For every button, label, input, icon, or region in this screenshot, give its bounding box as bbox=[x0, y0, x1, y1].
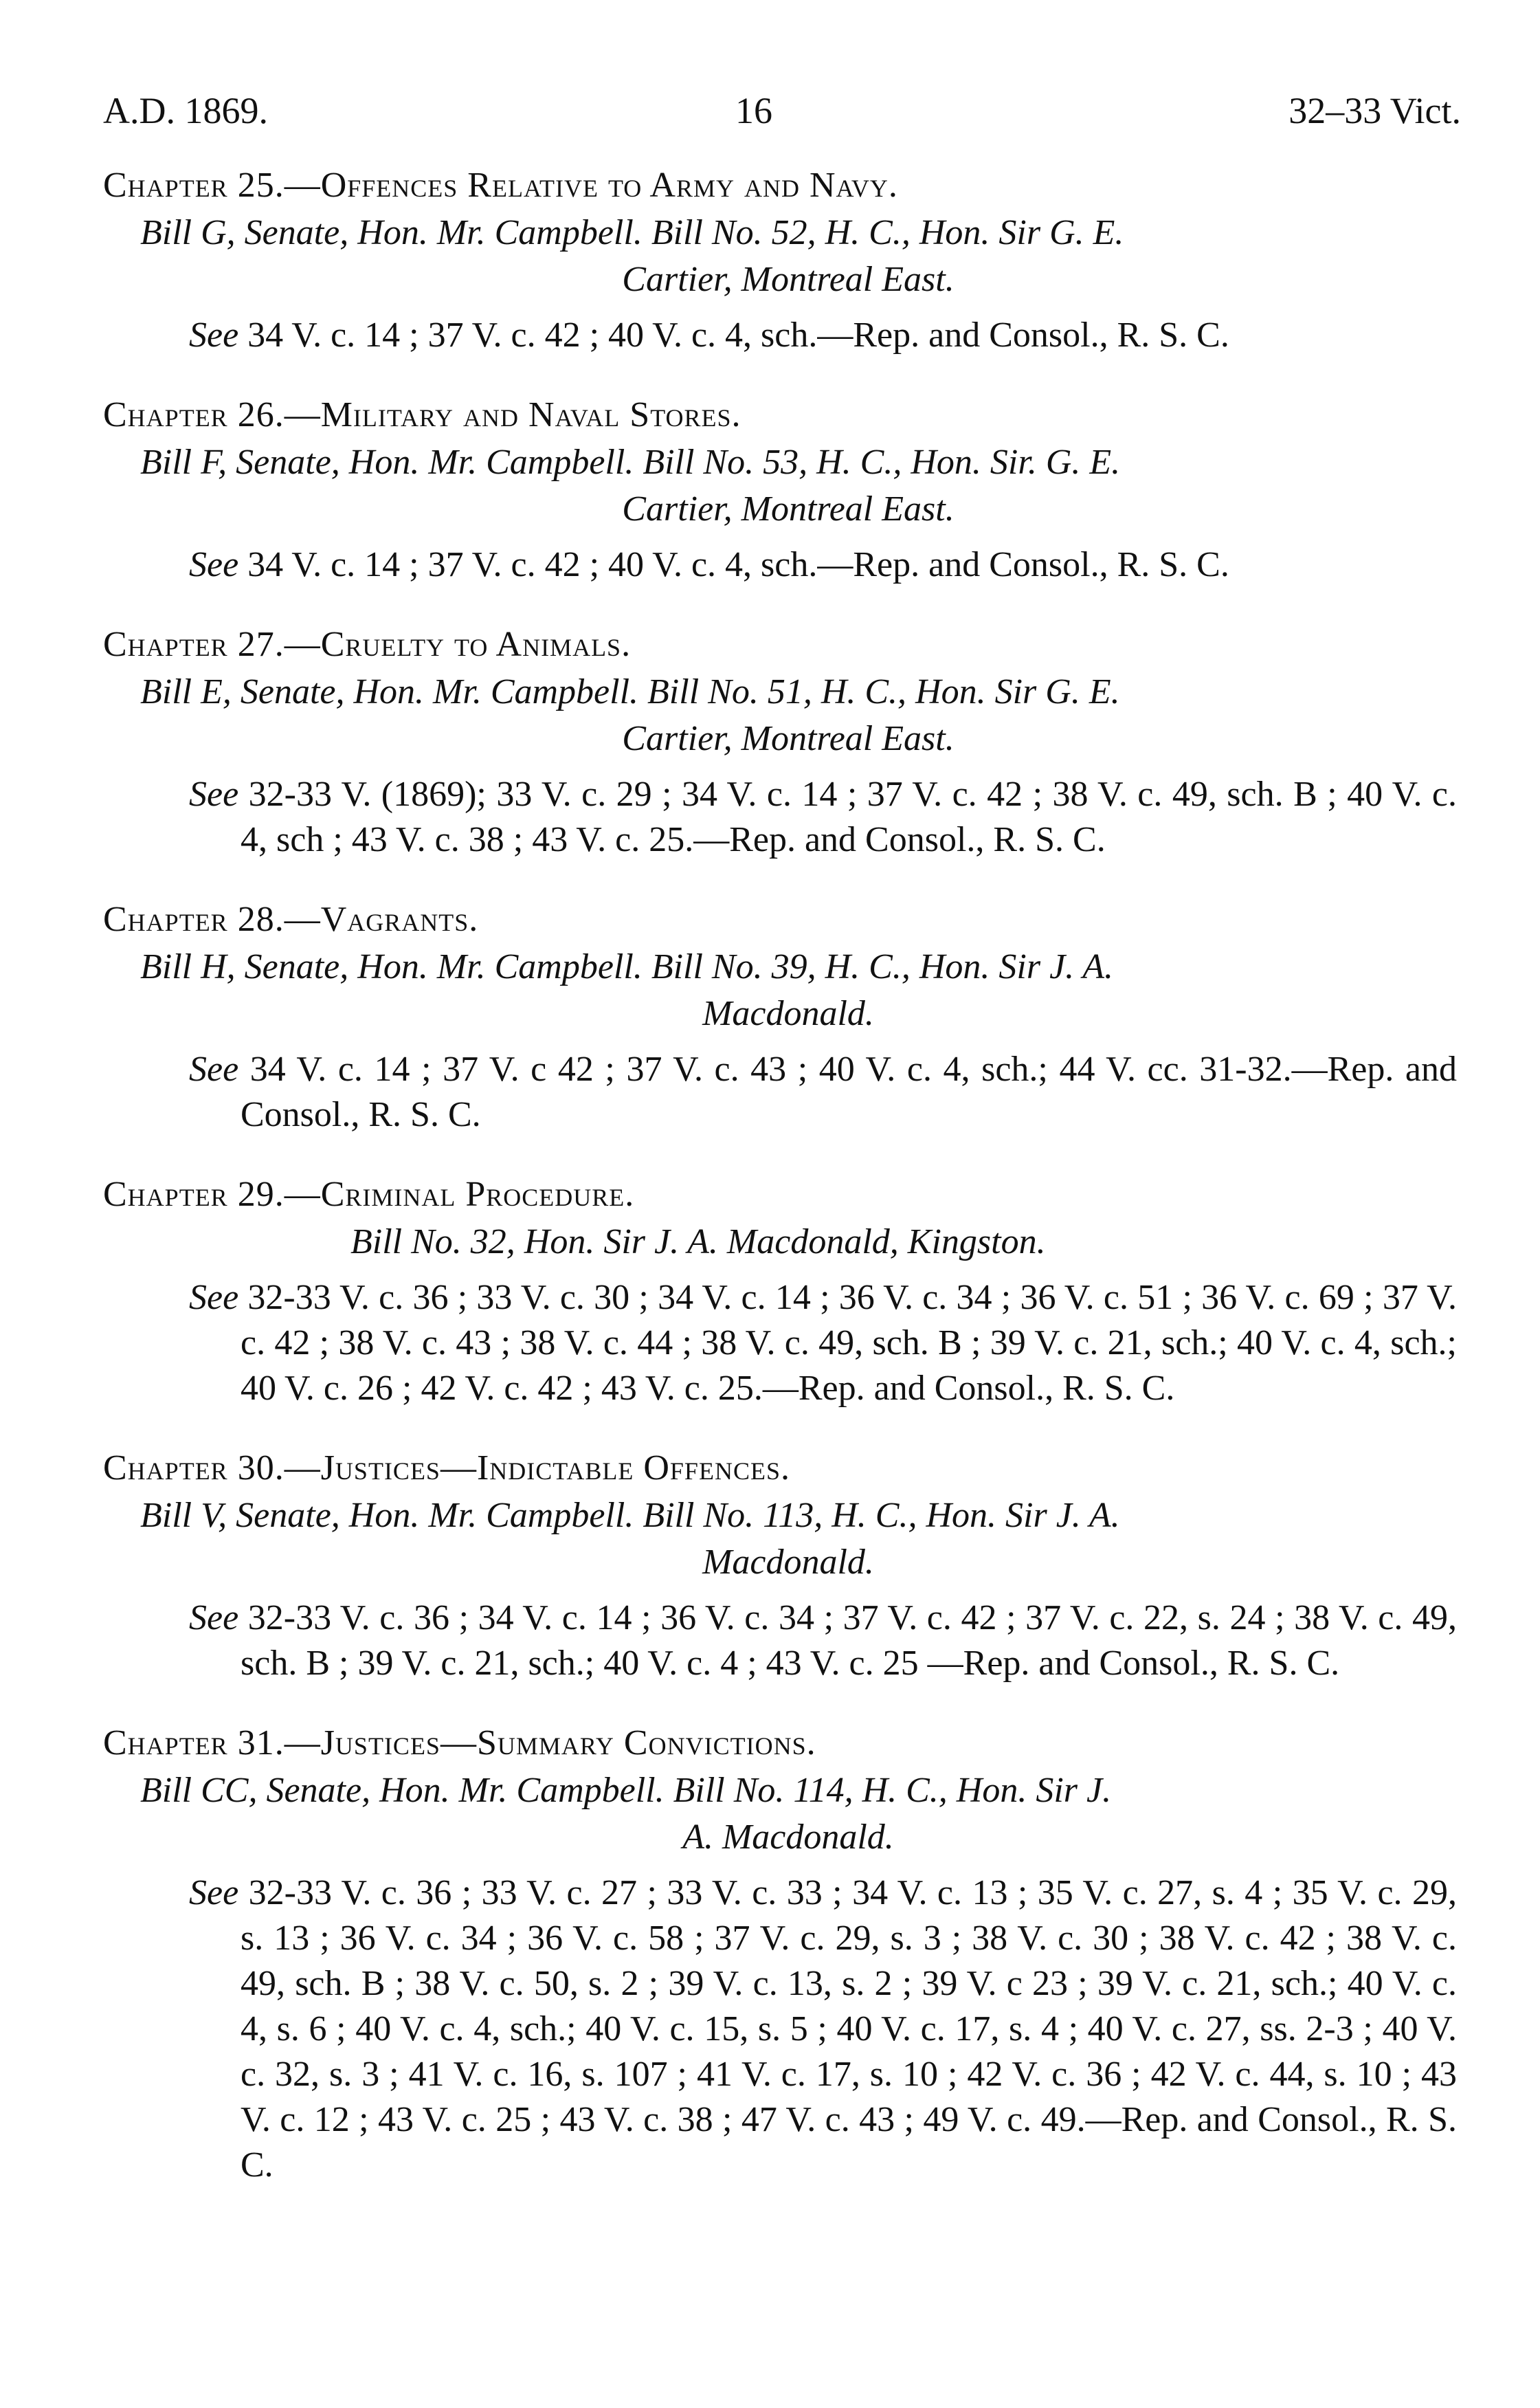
header-regnal-year: 32–33 Vict. bbox=[1288, 90, 1461, 131]
bill-line-1: Bill CC, Senate, Hon. Mr. Campbell. Bill No. 114, H. C., Hon. Sir J. bbox=[140, 1771, 1112, 1810]
chapter-28 bbox=[103, 896, 1464, 1138]
see-label: See bbox=[189, 1873, 239, 1912]
see-references bbox=[103, 1047, 1464, 1138]
bill-info bbox=[103, 1219, 1464, 1266]
see-text: 32-33 V. c. 36 ; 34 V. c. 14 ; 36 V. c. 34 ; 37 V. c. 42 ; 37 V. c. 22, s. 24 ; 38 V. c. 49, sch. B ; 39 V. c. 21, sch.; 40 V. c. 4 ; 43 V. c. 25 —Rep. and Consol., R. S. C. bbox=[241, 1598, 1458, 1683]
chapter-title: Chapter 25.—Offences Relative to Army and Navy. bbox=[103, 166, 898, 205]
chapter-30 bbox=[103, 1444, 1464, 1686]
see-references bbox=[103, 1595, 1464, 1686]
bill-info bbox=[103, 1492, 1464, 1586]
bill-info bbox=[103, 944, 1464, 1037]
bill-line-2: Macdonald. bbox=[702, 994, 874, 1033]
chapter-29 bbox=[103, 1171, 1464, 1411]
chapter-title: Chapter 27.—Cruelty to Animals. bbox=[103, 625, 632, 664]
bill-line-1: Bill H, Senate, Hon. Mr. Campbell. Bill No. 39, H. C., Hon. Sir J. A. bbox=[140, 947, 1113, 986]
header-year: A.D. 1869. bbox=[103, 90, 268, 131]
chapter-title: Chapter 29.—Criminal Procedure. bbox=[103, 1175, 635, 1214]
chapter-title: Chapter 30.—Justices—Indictable Offences. bbox=[103, 1448, 790, 1488]
page-number: 16 bbox=[735, 90, 772, 131]
bill-line-2: Cartier, Montreal East. bbox=[622, 719, 955, 758]
bill-line-2: Cartier, Montreal East. bbox=[622, 489, 955, 529]
bill-line-1: Bill No. 32, Hon. Sir J. A. Macdonald, Kingston. bbox=[350, 1222, 1046, 1261]
bill-line-1: Bill F, Senate, Hon. Mr. Campbell. Bill No. 53, H. C., Hon. Sir. G. E. bbox=[140, 443, 1121, 482]
bill-info bbox=[103, 210, 1464, 303]
chapter-27 bbox=[103, 621, 1464, 863]
bill-line-2: Macdonald. bbox=[702, 1543, 874, 1582]
see-text: 34 V. c. 14 ; 37 V. c. 42 ; 40 V. c. 4, sch.—Rep. and Consol., R. S. C. bbox=[247, 545, 1229, 584]
chapter-title: Chapter 26.—Military and Naval Stores. bbox=[103, 395, 741, 434]
see-text: 34 V. c. 14 ; 37 V. c 42 ; 37 V. c. 43 ; 40 V. c. 4, sch.; 44 V. cc. 31-32.—Rep. and Consol., R. S. C. bbox=[241, 1050, 1458, 1134]
bill-info bbox=[103, 669, 1464, 762]
see-label: See bbox=[189, 316, 239, 355]
bill-line-1: Bill G, Senate, Hon. Mr. Campbell. Bill No. 52, H. C., Hon. Sir G. E. bbox=[140, 213, 1124, 252]
chapter-25 bbox=[103, 162, 1464, 358]
see-label: See bbox=[189, 1050, 239, 1089]
see-label: See bbox=[189, 775, 239, 814]
see-label: See bbox=[189, 1598, 239, 1637]
chapter-31 bbox=[103, 1719, 1464, 2188]
chapter-list bbox=[103, 162, 1464, 2221]
see-label: See bbox=[189, 1278, 239, 1317]
see-text: 32-33 V. (1869); 33 V. c. 29 ; 34 V. c. 14 ; 37 V. c. 42 ; 38 V. c. 49, sch. B ; 40 V. c. 4, sch ; 43 V. c. 38 ; 43 V. c. 25.—Rep. and Consol., R. S. C. bbox=[241, 775, 1458, 859]
bill-line-1: Bill V, Senate, Hon. Mr. Campbell. Bill No. 113, H. C., Hon. Sir J. A. bbox=[140, 1496, 1120, 1535]
chapter-title: Chapter 31.—Justices—Summary Convictions. bbox=[103, 1723, 816, 1763]
page-header bbox=[0, 89, 1540, 144]
bill-line-2: A. Macdonald. bbox=[682, 1818, 894, 1857]
see-references bbox=[103, 542, 1464, 588]
see-text: 32-33 V. c. 36 ; 33 V. c. 27 ; 33 V. c. 33 ; 34 V. c. 13 ; 35 V. c. 27, s. 4 ; 35 V. c. 29, s. 13 ; 36 V. c. 34 ; 36 V. c. 58 ; 37 V. c. 29, s. 3 ; 38 V. c. 30 ; 38 V. c. 42 ; 38 V. c. 49, sch. B ; 38 V. c. 50, s. 2 ; 39 V. c. 13, s. 2 ; 39 V. c 23 ; 39 V. c. 21, sch.; 40 V. c. 4, s. 6 ; 40 V. c. 4, sch.; 40 V. c. 15, s. 5 ; 40 V. c. 17, s. 4 ; 40 V. c. 27, ss. 2-3 ; 40 V. c. 32, s. 3 ; 41 V. c. 16, s. 107 ; 41 V. c. 17, s. 10 ; 42 V. c. 36 ; 42 V. c. 44, s. 10 ; 43 V. c. 12 ; 43 V. c. 25 ; 43 V. c. 38 ; 47 V. c. 43 ; 49 V. c. 49.—Rep. and Consol., R. S. C. bbox=[241, 1873, 1458, 2185]
bill-info bbox=[103, 439, 1464, 533]
see-references bbox=[103, 1275, 1464, 1411]
see-text: 34 V. c. 14 ; 37 V. c. 42 ; 40 V. c. 4, sch.—Rep. and Consol., R. S. C. bbox=[247, 316, 1229, 355]
see-label: See bbox=[189, 545, 239, 584]
see-references bbox=[103, 313, 1464, 358]
bill-info bbox=[103, 1767, 1464, 1861]
see-text: 32-33 V. c. 36 ; 33 V. c. 30 ; 34 V. c. 14 ; 36 V. c. 34 ; 36 V. c. 51 ; 36 V. c. 69 ; 37 V. c. 42 ; 38 V. c. 43 ; 38 V. c. 44 ; 38 V. c. 49, sch. B ; 39 V. c. 21, sch.; 40 V. c. 4, sch.; 40 V. c. 26 ; 42 V. c. 42 ; 43 V. c. 25.—Rep. and Consol., R. S. C. bbox=[241, 1278, 1457, 1408]
see-references bbox=[103, 772, 1464, 863]
bill-line-2: Cartier, Montreal East. bbox=[622, 260, 955, 299]
chapter-title: Chapter 28.—Vagrants. bbox=[103, 900, 479, 939]
bill-line-1: Bill E, Senate, Hon. Mr. Campbell. Bill No. 51, H. C., Hon. Sir G. E. bbox=[140, 672, 1120, 711]
see-references bbox=[103, 1870, 1464, 2188]
chapter-26 bbox=[103, 391, 1464, 588]
